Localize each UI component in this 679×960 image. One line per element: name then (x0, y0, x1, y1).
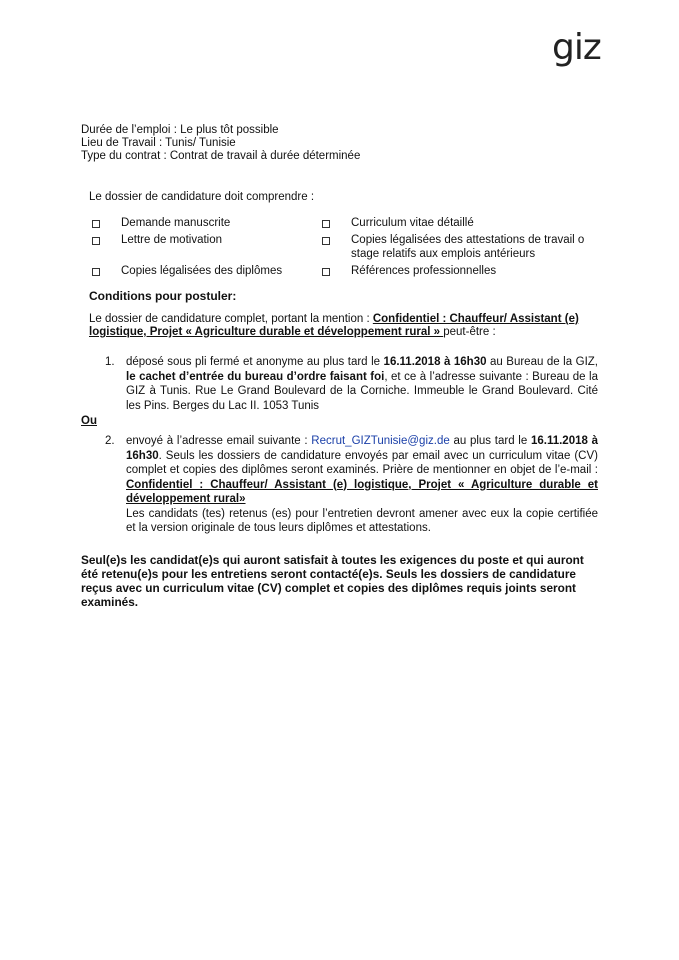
checkbox-bullet-icon (92, 220, 100, 228)
duree-label: Durée de l’emploi (81, 124, 171, 136)
checkbox-bullet-icon (92, 237, 100, 245)
final-notice: Seul(e)s les candidat(e)s qui auront satisfait à toutes les exigences du poste et qui auront été retenu(e)s pour les entretiens seront contacté(e)s. Seuls les dossiers de candidature reçus avec un curriculum vitae (CV) complet et copies des diplômes requis joints seront examinés. (81, 553, 584, 609)
ou-separator: Ou (81, 415, 97, 427)
email-link[interactable]: Recrut_GIZTunisie@giz.de (311, 435, 450, 447)
giz-logo: giz (552, 27, 601, 68)
list-item: Copies légalisées des diplômes (92, 264, 322, 278)
duree-line (81, 124, 360, 137)
documents-row (92, 216, 592, 230)
documents-list (92, 216, 592, 281)
option-2: 2. envoyé à l’adresse email suivante : Recrut_GIZTunisie@giz.de au plus tard le 16.11.2018 à 16h30. Seuls les dossiers de candidature envoyés par email avec un curriculum vitae (CV) complet et copies des diplômes seront examinés. Prière de mentionner en objet de l’e-mail : Confidentiel : Chauffeur/ Assistant (e) logistique, Projet « Agriculture durable et développement rural» Les candidats (tes) retenus (es) pour l’entretien devront amener avec eux la copie certifiée et la version originale de tous leurs diplômes et attestations. (105, 435, 598, 534)
deadline-date: 16.11.2018 à 16h30 (126, 435, 598, 462)
deadline-date: 16.11.2018 à 16h30 (383, 356, 487, 368)
documents-row (92, 233, 592, 261)
list-item: Références professionnelles (322, 264, 587, 278)
type-line: Type du contrat : Contrat de travail à durée déterminée (81, 150, 361, 162)
checkbox-bullet-icon (322, 220, 330, 228)
list-item: Curriculum vitae détaillé (322, 216, 587, 230)
checkbox-bullet-icon (322, 237, 330, 245)
lieu-line: Lieu de Travail : Tunis/ Tunisie (81, 137, 236, 149)
list-item: Lettre de motivation (92, 233, 322, 247)
dossier-intro: Le dossier de candidature doit comprendre : (89, 191, 315, 203)
conditions-heading: Conditions pour postuler: (89, 289, 237, 303)
mention-paragraph: Le dossier de candidature complet, portant la mention : Confidentiel : Chauffeur/ Assistant (e) logistique, Projet « Agriculture durable et développement rural » peut-être : (89, 313, 579, 338)
option-1: 1. déposé sous pli fermé et anonyme au plus tard le 16.11.2018 à 16h30 au Bureau de la GIZ, le cachet d’entrée du bureau d’ordre faisant foi, et ce à l’adresse suivante : Bureau de la GIZ à Tunis. Rue Le Grand Boulevard de la Corniche. Immeuble le Grand Boulevard. Cité les Pins. Berges du Lac II. 1053 Tunis (105, 356, 598, 412)
mention-text: Confidentiel : Chauffeur/ Assistant (e) logistique, Projet « Agriculture durable et développement rural » (89, 313, 579, 338)
checkbox-bullet-icon (92, 268, 100, 276)
list-item: Copies légalisées des attestations de travail o stage relatifs aux emplois antérieurs (322, 233, 587, 261)
job-header (81, 124, 360, 163)
duree-value: : Le plus tôt possible (170, 124, 279, 136)
checkbox-bullet-icon (322, 268, 330, 276)
documents-row (92, 264, 592, 278)
list-item: Demande manuscrite (92, 216, 322, 230)
mention-text: Confidentiel : Chauffeur/ Assistant (e) logistique, Projet « Agriculture durable et développement rural» (126, 478, 598, 505)
